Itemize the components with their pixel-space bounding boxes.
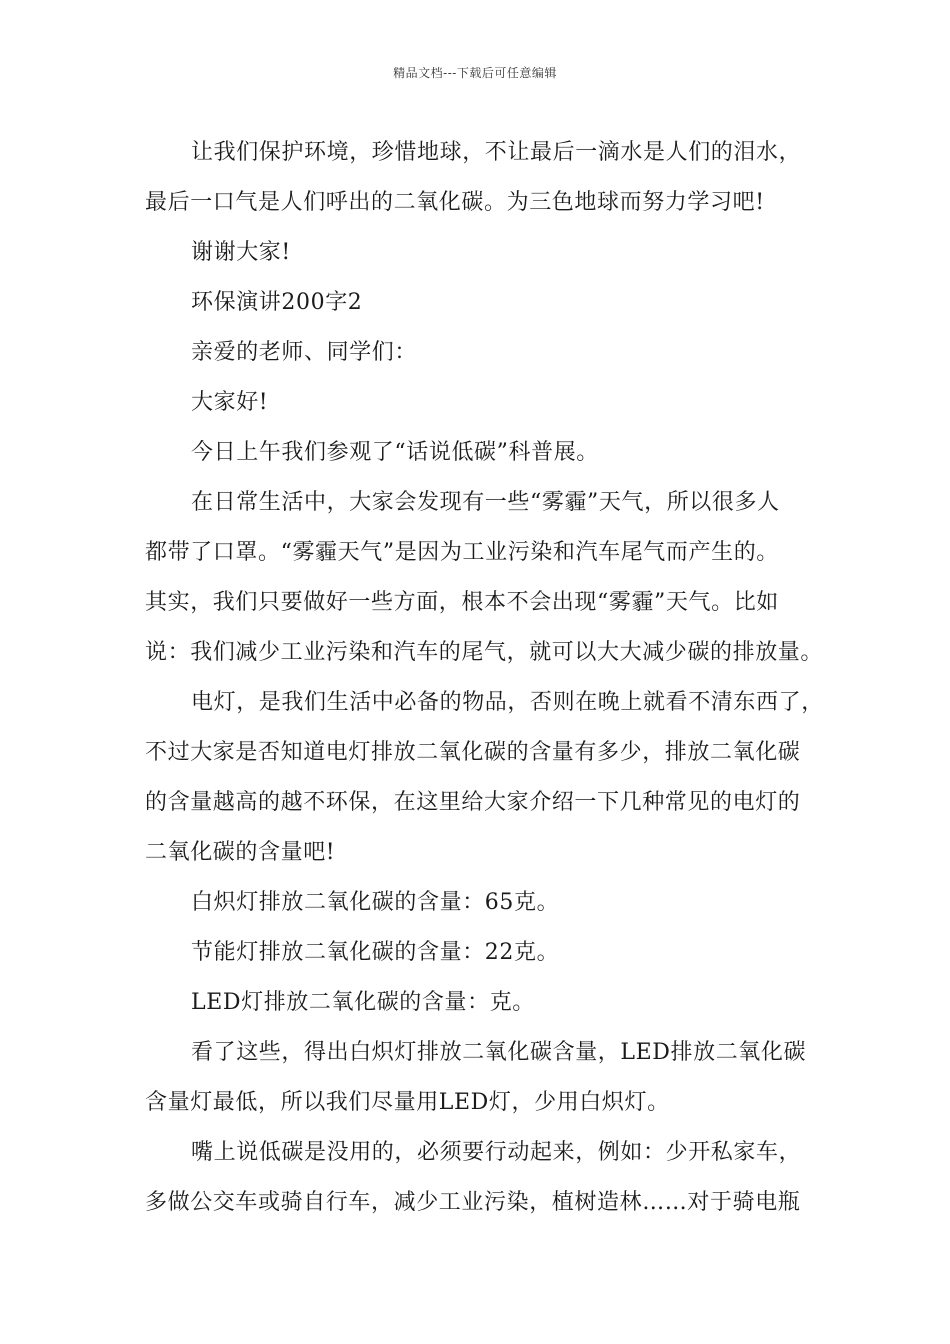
text-line: 最后一口气是人们呼出的二氧化碳。为三色地球而努力学习吧! (145, 190, 765, 215)
text-line: 节能灯排放二氧化碳的含量：22克。 (191, 940, 560, 965)
text-line: 含量灯最低，所以我们尽量用LED灯，少用白炽灯。 (145, 1090, 670, 1115)
text-line: 不过大家是否知道电灯排放二氧化碳的含量有多少，排放二氧化碳 (145, 740, 801, 765)
text-line: 其实，我们只要做好一些方面，根本不会出现“雾霾”天气。比如 (145, 590, 779, 615)
text-line: 亲爱的老师、同学们： (191, 340, 418, 365)
text-line: 谢谢大家! (191, 240, 291, 265)
text-line: 都带了口罩。“雾霾天气”是因为工业污染和汽车尾气而产生的。 (145, 540, 779, 565)
text-line: 电灯，是我们生活中必备的物品，否则在晚上就看不清东西了， (191, 690, 824, 715)
text-line: 看了这些，得出白炽灯排放二氧化碳含量，LED排放二氧化碳 (191, 1040, 807, 1065)
text-line: 的含量越高的越不环保，在这里给大家介绍一下几种常见的电灯的 (145, 790, 801, 815)
text-line: 大家好! (191, 390, 269, 415)
page-header: 精品文档---下载后可任意编辑 (393, 66, 557, 80)
text-line: 说：我们减少工业污染和汽车的尾气，就可以大大减少碳的排放量。 (145, 640, 824, 665)
text-line: 嘴上说低碳是没用的，必须要行动起来，例如：少开私家车， (191, 1140, 802, 1165)
text-line: 多做公交车或骑自行车，减少工业污染，植树造林……对于骑电瓶 (145, 1190, 801, 1215)
text-line: 让我们保护环境，珍惜地球，不让最后一滴水是人们的泪水， (191, 140, 802, 165)
text-line: 二氧化碳的含量吧! (145, 840, 336, 865)
text-line: 环保演讲200字2 (191, 290, 363, 315)
text-line: LED灯排放二氧化碳的含量：克。 (191, 990, 535, 1015)
text-line: 今日上午我们参观了“话说低碳”科普展。 (191, 440, 599, 465)
text-line: 在日常生活中，大家会发现有一些“雾霾”天气，所以很多人 (191, 490, 780, 515)
text-line: 白炽灯排放二氧化碳的含量：65克。 (191, 890, 560, 915)
